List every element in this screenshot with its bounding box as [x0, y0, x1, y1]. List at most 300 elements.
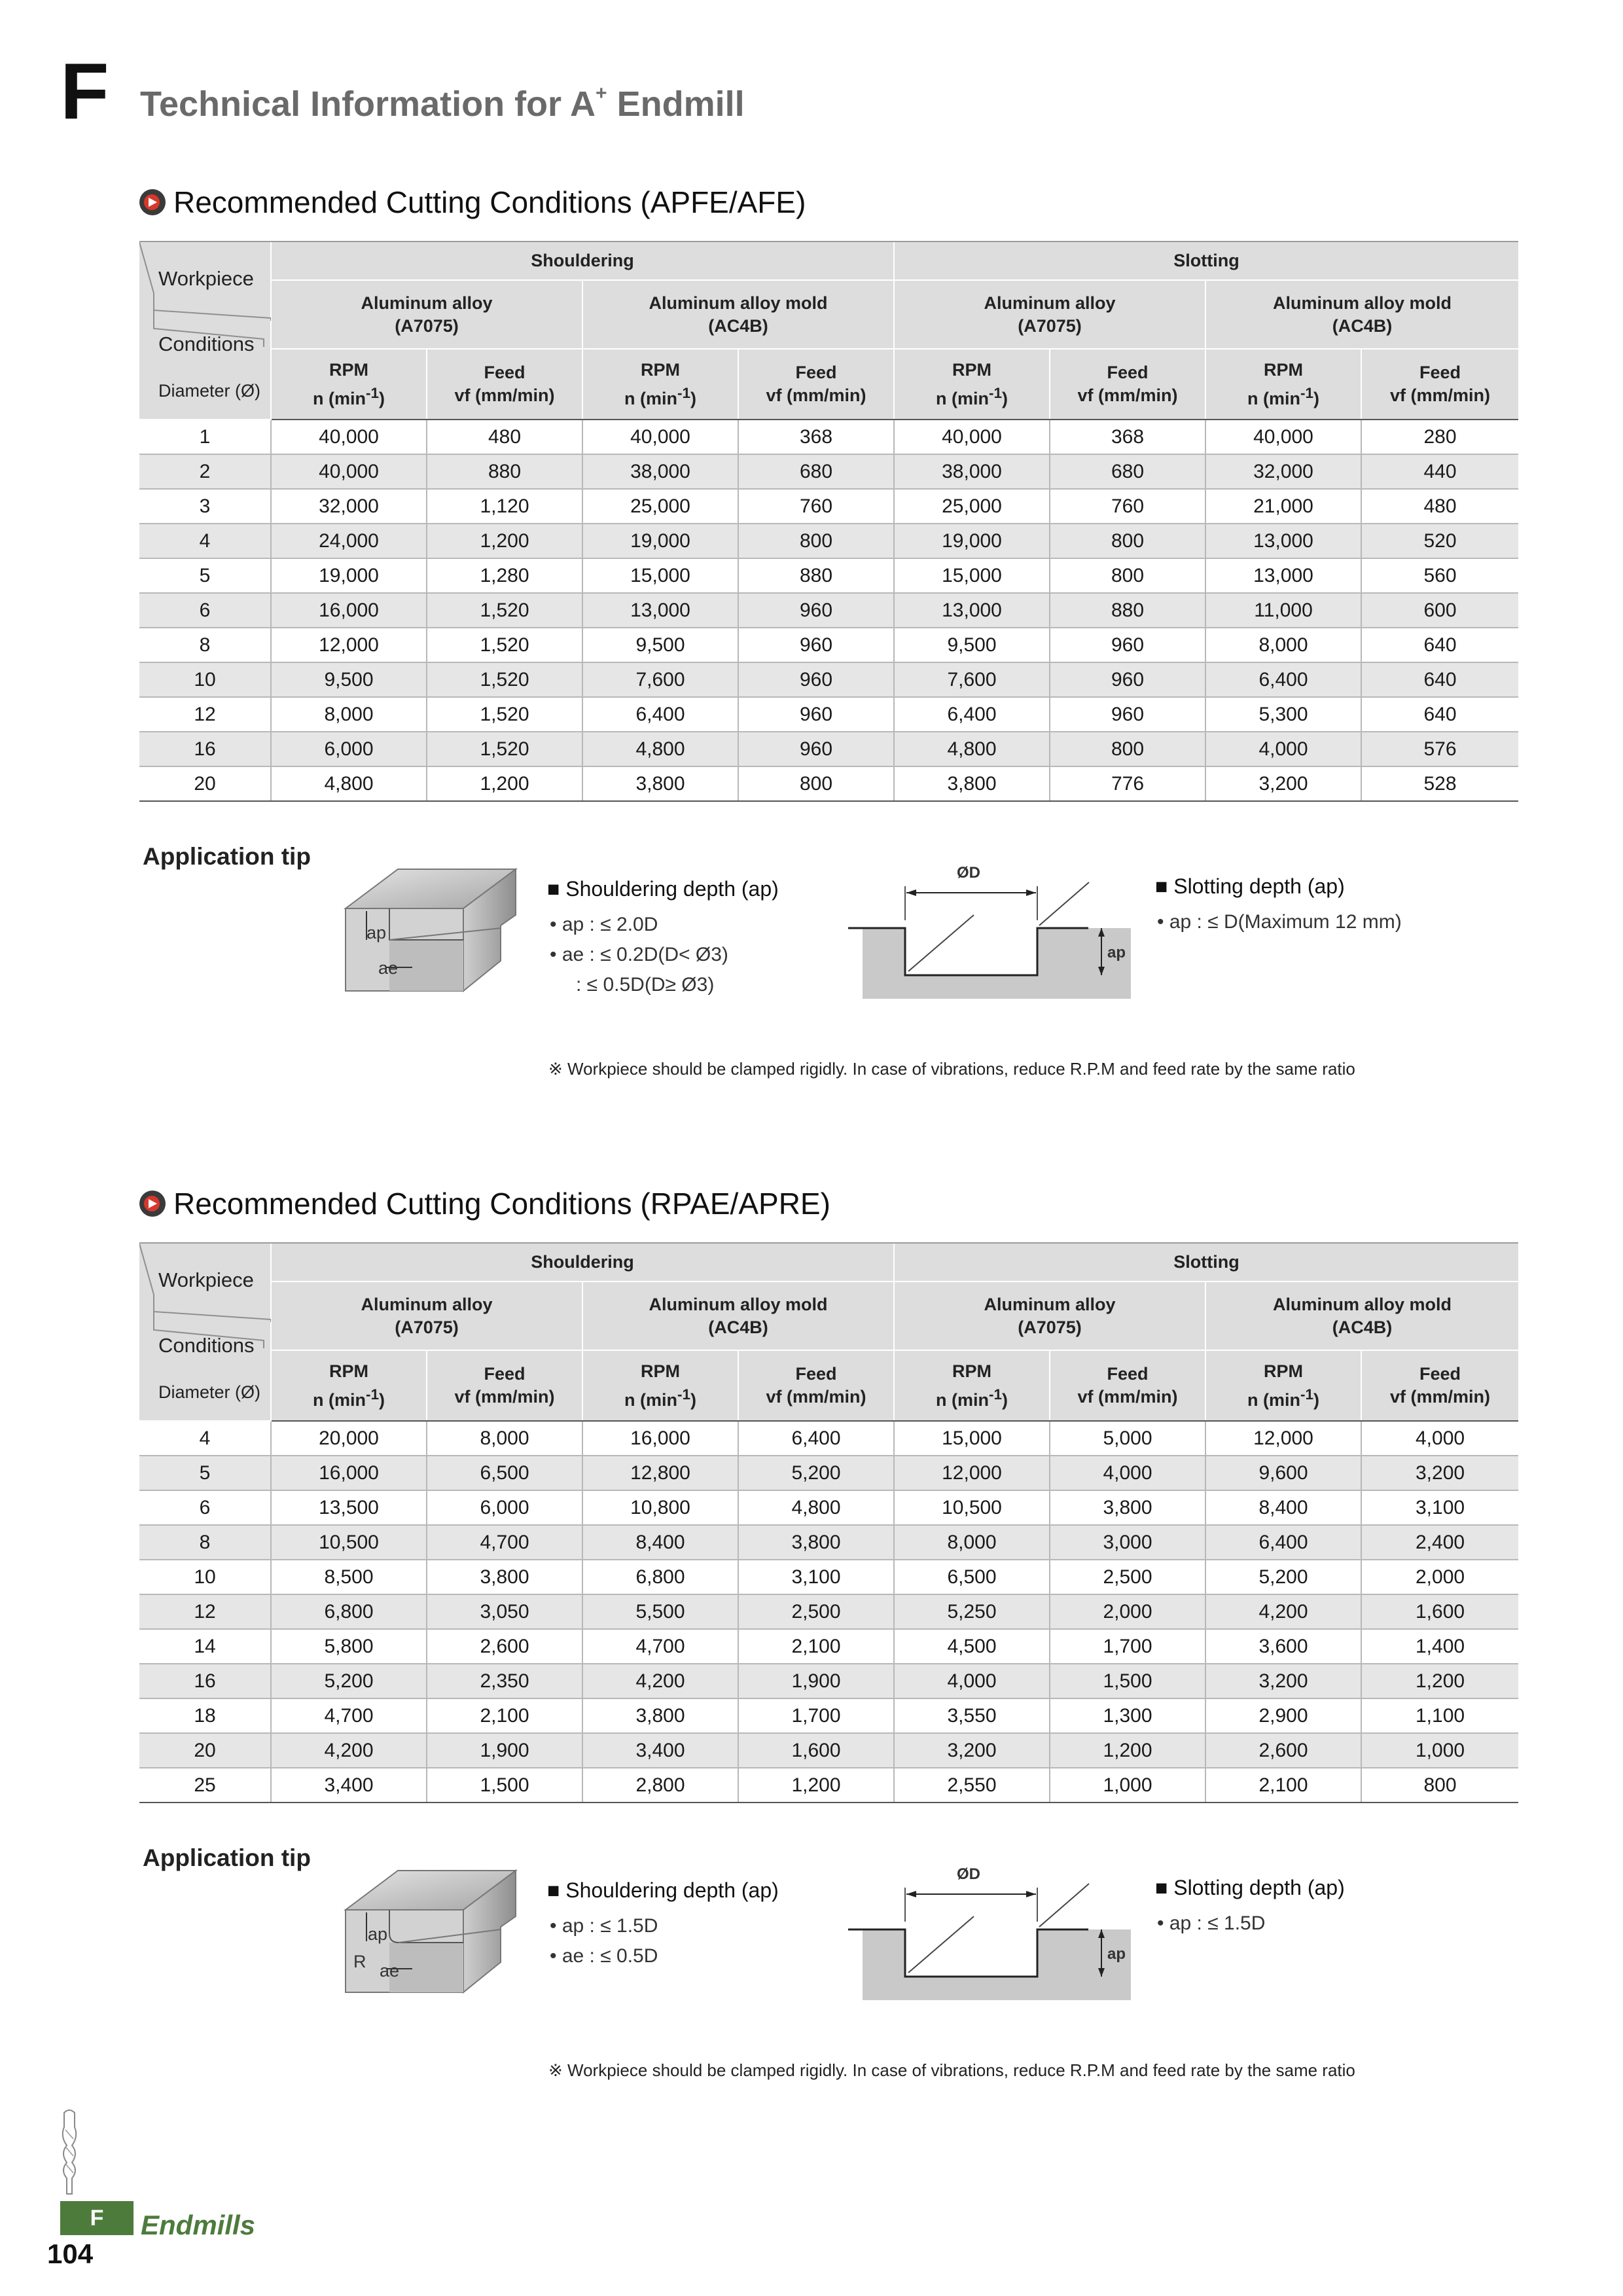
- slotting-line: • ap : ≤ 1.5D: [1157, 1912, 1266, 1934]
- feed-cell: 5,200: [738, 1456, 894, 1490]
- feed-cell: 6,400: [738, 1421, 894, 1456]
- feed-cell: 3,100: [1361, 1490, 1518, 1525]
- feed-cell: 2,100: [738, 1629, 894, 1664]
- rpm-cell: 32,000: [271, 489, 427, 524]
- table-row: [139, 1629, 1518, 1664]
- rpm-cell: 4,000: [894, 1664, 1050, 1698]
- rpm-cell: 4,000: [1205, 732, 1361, 766]
- feed-cell: 2,500: [1050, 1560, 1205, 1594]
- ae-label: ae: [380, 1961, 400, 1981]
- rpm-cell: 5,300: [1205, 697, 1361, 732]
- rpm-cell: 6,400: [1205, 1525, 1361, 1560]
- feed-cell: 1,900: [738, 1664, 894, 1698]
- feed-cell: 1,200: [427, 524, 582, 558]
- rpm-header: RPM n $(\min^{-1})$: [582, 349, 738, 420]
- feed-header: Feed vf (mm/min): [1050, 349, 1205, 420]
- section-arrow-icon: [139, 189, 166, 215]
- rpm-cell: 12,000: [1205, 1421, 1361, 1456]
- group-header-slotting: Slotting: [894, 1243, 1518, 1282]
- feed-cell: 776: [1050, 766, 1205, 801]
- shouldering-line: : ≤ 0.5D(D≥ Ø3): [576, 974, 715, 996]
- rpm-cell: 3,400: [582, 1733, 738, 1768]
- feed-cell: 368: [738, 420, 894, 454]
- rpm-cell: 40,000: [582, 420, 738, 454]
- feed-cell: 1,100: [1361, 1698, 1518, 1733]
- endmill-tool-icon: [55, 2108, 84, 2196]
- rpm-cell: 3,800: [894, 766, 1050, 801]
- clamping-note: ※ Workpiece should be clamped rigidly. In case of vibrations, reduce R.P.M and feed rate by the same ratio: [548, 1059, 1355, 1079]
- slotting-depth-heading: ■ Slotting depth (ap): [1155, 874, 1345, 898]
- feed-cell: 2,000: [1050, 1594, 1205, 1629]
- rpm-cell: 4,800: [894, 732, 1050, 766]
- rpm-cell: 3,200: [894, 1733, 1050, 1768]
- feed-cell: 1,200: [1050, 1733, 1205, 1768]
- rpm-cell: 12,000: [894, 1456, 1050, 1490]
- rpm-header: RPM n $(\min^{-1})$: [894, 349, 1050, 420]
- rpm-header: RPM n $(\min^{-1})$: [1205, 349, 1361, 420]
- feed-cell: 1,000: [1050, 1768, 1205, 1803]
- rpm-cell: 4,700: [582, 1629, 738, 1664]
- rpm-cell: 13,000: [582, 593, 738, 628]
- table-row: [139, 1594, 1518, 1629]
- feed-cell: 440: [1361, 454, 1518, 489]
- feed-header: Feed vf (mm/min): [1361, 1350, 1518, 1421]
- table-body: [139, 420, 1518, 801]
- feed-cell: 1,520: [427, 697, 582, 732]
- feed-header: Feed vf (mm/min): [1361, 349, 1518, 420]
- rpm-cell: 9,600: [1205, 1456, 1361, 1490]
- application-tip-title: Application tip: [143, 843, 311, 870]
- rpm-cell: 9,500: [582, 628, 738, 662]
- feed-cell: 960: [1050, 697, 1205, 732]
- table-corner-header: [139, 1243, 271, 1421]
- feed-cell: 640: [1361, 662, 1518, 697]
- table-corner-header: [139, 242, 271, 420]
- feed-cell: 960: [738, 662, 894, 697]
- feed-cell: 3,050: [427, 1594, 582, 1629]
- rpm-cell: 6,400: [582, 697, 738, 732]
- square-bullet-icon: ■: [547, 877, 566, 901]
- diameter-cell: 5: [139, 1456, 271, 1490]
- section-arrow-icon: [139, 1191, 166, 1217]
- group-header-slotting: Slotting: [894, 242, 1518, 280]
- rpm-cell: 25,000: [894, 489, 1050, 524]
- rpm-cell: 12,000: [271, 628, 427, 662]
- rpm-cell: 8,000: [271, 697, 427, 732]
- material-header: Aluminum alloy (A7075): [894, 1282, 1205, 1350]
- workpiece-label: Workpiece: [158, 267, 254, 290]
- feed-cell: 2,100: [427, 1698, 582, 1733]
- feed-cell: 960: [1050, 662, 1205, 697]
- rpm-cell: 4,200: [1205, 1594, 1361, 1629]
- diameter-cell: 14: [139, 1629, 271, 1664]
- table-row: [139, 420, 1518, 454]
- feed-cell: 760: [1050, 489, 1205, 524]
- table-row: [139, 1560, 1518, 1594]
- diameter-dim-label: ØD: [957, 864, 980, 882]
- rpm-cell: 8,000: [894, 1525, 1050, 1560]
- feed-cell: 1,000: [1361, 1733, 1518, 1768]
- rpm-cell: 16,000: [582, 1421, 738, 1456]
- feed-cell: 3,800: [427, 1560, 582, 1594]
- table-row: [139, 732, 1518, 766]
- rpm-header: RPM n $(\min^{-1})$: [271, 349, 427, 420]
- rpm-cell: 3,200: [1205, 1664, 1361, 1698]
- feed-cell: 3,200: [1361, 1456, 1518, 1490]
- feed-cell: 480: [1361, 489, 1518, 524]
- feed-cell: 1,200: [1361, 1664, 1518, 1698]
- feed-cell: 2,400: [1361, 1525, 1518, 1560]
- clamping-note: ※ Workpiece should be clamped rigidly. In case of vibrations, reduce R.P.M and feed rate by the same ratio: [548, 2060, 1355, 2080]
- table-row: [139, 1456, 1518, 1490]
- material-header: Aluminum alloy mold (AC4B): [1205, 1282, 1518, 1350]
- rpm-cell: 4,800: [582, 732, 738, 766]
- section-title: Recommended Cutting Conditions (RPAE/APRE): [139, 1186, 830, 1221]
- table-row: [139, 1525, 1518, 1560]
- rpm-cell: 38,000: [894, 454, 1050, 489]
- diameter-cell: 10: [139, 1560, 271, 1594]
- rpm-cell: 24,000: [271, 524, 427, 558]
- rpm-cell: 9,500: [271, 662, 427, 697]
- diameter-label: Diameter (Ø): [158, 1382, 261, 1402]
- rpm-cell: 4,700: [271, 1698, 427, 1733]
- feed-cell: 2,000: [1361, 1560, 1518, 1594]
- rpm-cell: 8,400: [582, 1525, 738, 1560]
- feed-cell: 640: [1361, 628, 1518, 662]
- feed-header: Feed vf (mm/min): [427, 1350, 582, 1421]
- ap-label: ap: [368, 1924, 388, 1944]
- feed-cell: 1,520: [427, 593, 582, 628]
- feed-cell: 4,000: [1361, 1421, 1518, 1456]
- rpm-cell: 19,000: [271, 558, 427, 593]
- rpm-cell: 11,000: [1205, 593, 1361, 628]
- page-title: Technical Information for A+ Endmill: [140, 82, 745, 124]
- feed-cell: 1,200: [427, 766, 582, 801]
- feed-cell: 1,200: [738, 1768, 894, 1803]
- rpm-header: RPM n $(\min^{-1})$: [894, 1350, 1050, 1421]
- square-bullet-icon: ■: [1155, 874, 1174, 898]
- feed-cell: 640: [1361, 697, 1518, 732]
- page-number: 104: [47, 2238, 94, 2269]
- diameter-cell: 6: [139, 1490, 271, 1525]
- feed-cell: 2,350: [427, 1664, 582, 1698]
- feed-cell: 576: [1361, 732, 1518, 766]
- feed-cell: 880: [1050, 593, 1205, 628]
- feed-header: Feed vf (mm/min): [427, 349, 582, 420]
- diameter-cell: 16: [139, 732, 271, 766]
- ap-dim-label: ap: [1107, 944, 1126, 961]
- diameter-cell: 6: [139, 593, 271, 628]
- diameter-cell: 4: [139, 1421, 271, 1456]
- feed-cell: 1,400: [1361, 1629, 1518, 1664]
- feed-cell: 3,800: [738, 1525, 894, 1560]
- feed-cell: 2,500: [738, 1594, 894, 1629]
- rpm-cell: 5,250: [894, 1594, 1050, 1629]
- material-header: Aluminum alloy (A7075): [271, 280, 582, 349]
- rpm-cell: 15,000: [582, 558, 738, 593]
- rpm-cell: 6,400: [894, 697, 1050, 732]
- table-row: [139, 593, 1518, 628]
- rpm-cell: 16,000: [271, 1456, 427, 1490]
- rpm-cell: 5,200: [1205, 1560, 1361, 1594]
- feed-cell: 800: [1050, 732, 1205, 766]
- feed-cell: 1,500: [427, 1768, 582, 1803]
- material-header: Aluminum alloy mold (AC4B): [582, 1282, 894, 1350]
- table-row: [139, 697, 1518, 732]
- shouldering-line: • ae : ≤ 0.2D(D< Ø3): [550, 944, 728, 965]
- diameter-cell: 12: [139, 1594, 271, 1629]
- group-header-shouldering: Shouldering: [271, 242, 894, 280]
- feed-cell: 680: [1050, 454, 1205, 489]
- feed-cell: 6,500: [427, 1456, 582, 1490]
- diameter-cell: 16: [139, 1664, 271, 1698]
- diameter-cell: 10: [139, 662, 271, 697]
- table-row: [139, 489, 1518, 524]
- feed-cell: 4,000: [1050, 1456, 1205, 1490]
- feed-cell: 1,500: [1050, 1664, 1205, 1698]
- feed-cell: 3,000: [1050, 1525, 1205, 1560]
- feed-cell: 960: [738, 697, 894, 732]
- rpm-cell: 19,000: [894, 524, 1050, 558]
- diameter-cell: 5: [139, 558, 271, 593]
- rpm-cell: 7,600: [582, 662, 738, 697]
- material-header: Aluminum alloy (A7075): [271, 1282, 582, 1350]
- rpm-cell: 3,200: [1205, 766, 1361, 801]
- feed-cell: 1,520: [427, 628, 582, 662]
- diameter-cell: 8: [139, 628, 271, 662]
- rpm-cell: 6,800: [582, 1560, 738, 1594]
- table-row: [139, 766, 1518, 801]
- table-row: [139, 1733, 1518, 1768]
- feed-cell: 960: [738, 732, 894, 766]
- feed-header: Feed vf (mm/min): [738, 1350, 894, 1421]
- table-row: [139, 1698, 1518, 1733]
- rpm-cell: 40,000: [894, 420, 1050, 454]
- feed-cell: 960: [1050, 628, 1205, 662]
- feed-cell: 4,800: [738, 1490, 894, 1525]
- rpm-cell: 4,200: [582, 1664, 738, 1698]
- feed-cell: 960: [738, 628, 894, 662]
- rpm-cell: 2,900: [1205, 1698, 1361, 1733]
- diameter-cell: 4: [139, 524, 271, 558]
- rpm-cell: 40,000: [1205, 420, 1361, 454]
- feed-cell: 1,700: [1050, 1629, 1205, 1664]
- feed-cell: 1,280: [427, 558, 582, 593]
- table-row: [139, 1421, 1518, 1456]
- shouldering-depth-heading: ■ Shouldering depth (ap): [547, 1878, 779, 1902]
- rpm-cell: 4,800: [271, 766, 427, 801]
- slotting-line: • ap : ≤ D(Maximum 12 mm): [1157, 911, 1402, 933]
- table-row: [139, 524, 1518, 558]
- diameter-cell: 25: [139, 1768, 271, 1803]
- rpm-cell: 8,000: [1205, 628, 1361, 662]
- rpm-cell: 2,600: [1205, 1733, 1361, 1768]
- slotting-depth-heading: ■ Slotting depth (ap): [1155, 1876, 1345, 1899]
- rpm-header: RPM n $(\min^{-1})$: [271, 1350, 427, 1421]
- diameter-cell: 20: [139, 1733, 271, 1768]
- feed-cell: 560: [1361, 558, 1518, 593]
- material-header: Aluminum alloy mold (AC4B): [1205, 280, 1518, 349]
- feed-cell: 800: [1361, 1768, 1518, 1803]
- shouldering-depth-heading: ■ Shouldering depth (ap): [547, 877, 779, 901]
- diameter-cell: 1: [139, 420, 271, 454]
- rpm-cell: 13,500: [271, 1490, 427, 1525]
- rpm-cell: 4,200: [271, 1733, 427, 1768]
- rpm-cell: 7,600: [894, 662, 1050, 697]
- material-header: Aluminum alloy mold (AC4B): [582, 280, 894, 349]
- rpm-cell: 21,000: [1205, 489, 1361, 524]
- feed-cell: 2,600: [427, 1629, 582, 1664]
- rpm-cell: 16,000: [271, 593, 427, 628]
- feed-cell: 520: [1361, 524, 1518, 558]
- rpm-cell: 40,000: [271, 420, 427, 454]
- rpm-cell: 8,500: [271, 1560, 427, 1594]
- table-row: [139, 1490, 1518, 1525]
- rpm-cell: 10,800: [582, 1490, 738, 1525]
- rpm-cell: 6,800: [271, 1594, 427, 1629]
- feed-cell: 960: [738, 593, 894, 628]
- rpm-cell: 38,000: [582, 454, 738, 489]
- rpm-cell: 3,600: [1205, 1629, 1361, 1664]
- rpm-cell: 3,800: [582, 1698, 738, 1733]
- section-title: Recommended Cutting Conditions (APFE/AFE): [139, 185, 806, 220]
- feed-cell: 800: [1050, 558, 1205, 593]
- workpiece-label: Workpiece: [158, 1268, 254, 1291]
- feed-cell: 368: [1050, 420, 1205, 454]
- table-body: [139, 1421, 1518, 1803]
- feed-cell: 1,520: [427, 662, 582, 697]
- feed-cell: 800: [738, 524, 894, 558]
- rpm-cell: 20,000: [271, 1421, 427, 1456]
- rpm-cell: 6,400: [1205, 662, 1361, 697]
- diameter-label: Diameter (Ø): [158, 381, 261, 401]
- r-label: R: [353, 1952, 366, 1971]
- rpm-cell: 5,500: [582, 1594, 738, 1629]
- feed-cell: 680: [738, 454, 894, 489]
- feed-cell: 528: [1361, 766, 1518, 801]
- table-row: [139, 558, 1518, 593]
- table-row: [139, 628, 1518, 662]
- feed-cell: 760: [738, 489, 894, 524]
- rpm-cell: 6,000: [271, 732, 427, 766]
- rpm-cell: 2,100: [1205, 1768, 1361, 1803]
- square-bullet-icon: ■: [1155, 1876, 1174, 1899]
- feed-cell: 1,520: [427, 732, 582, 766]
- rpm-cell: 15,000: [894, 1421, 1050, 1456]
- feed-cell: 5,000: [1050, 1421, 1205, 1456]
- rpm-cell: 25,000: [582, 489, 738, 524]
- rpm-cell: 5,800: [271, 1629, 427, 1664]
- material-header: Aluminum alloy (A7075): [894, 280, 1205, 349]
- feed-cell: 880: [427, 454, 582, 489]
- rpm-cell: 2,800: [582, 1768, 738, 1803]
- feed-cell: 3,800: [1050, 1490, 1205, 1525]
- rpm-cell: 19,000: [582, 524, 738, 558]
- rpm-cell: 13,000: [1205, 524, 1361, 558]
- rpm-cell: 3,800: [582, 766, 738, 801]
- diameter-cell: 20: [139, 766, 271, 801]
- rpm-cell: 10,500: [894, 1490, 1050, 1525]
- feed-cell: 1,600: [1361, 1594, 1518, 1629]
- rpm-cell: 10,500: [271, 1525, 427, 1560]
- rpm-cell: 2,550: [894, 1768, 1050, 1803]
- feed-cell: 1,600: [738, 1733, 894, 1768]
- rpm-cell: 13,000: [894, 593, 1050, 628]
- cutting-conditions-table: [139, 241, 1518, 802]
- table-row: [139, 662, 1518, 697]
- diameter-dim-label: ØD: [957, 1865, 980, 1883]
- ae-label: ae: [378, 958, 399, 978]
- feed-cell: 1,900: [427, 1733, 582, 1768]
- table-row: [139, 454, 1518, 489]
- rpm-cell: 6,500: [894, 1560, 1050, 1594]
- slot-illustration: [843, 863, 1144, 1007]
- conditions-label: Conditions: [158, 1334, 255, 1357]
- chapter-label: Endmills: [141, 2210, 256, 2240]
- chapter-tab: F: [60, 2201, 134, 2235]
- table-row: [139, 1768, 1518, 1803]
- feed-header: Feed vf (mm/min): [738, 349, 894, 420]
- diameter-cell: 18: [139, 1698, 271, 1733]
- rpm-cell: 3,550: [894, 1698, 1050, 1733]
- conditions-label: Conditions: [158, 332, 255, 355]
- feed-cell: 1,300: [1050, 1698, 1205, 1733]
- diameter-cell: 3: [139, 489, 271, 524]
- shouldering-line: • ap : ≤ 2.0D: [550, 914, 658, 935]
- rpm-cell: 12,800: [582, 1456, 738, 1490]
- slot-illustration: [843, 1864, 1144, 2008]
- chapter-letter: F: [60, 46, 109, 135]
- rpm-cell: 8,400: [1205, 1490, 1361, 1525]
- feed-cell: 480: [427, 420, 582, 454]
- rpm-cell: 9,500: [894, 628, 1050, 662]
- rpm-header: RPM n $(\min^{-1})$: [1205, 1350, 1361, 1421]
- rpm-header: RPM n $(\min^{-1})$: [582, 1350, 738, 1421]
- table-row: [139, 1664, 1518, 1698]
- rpm-cell: 40,000: [271, 454, 427, 489]
- rpm-cell: 13,000: [1205, 558, 1361, 593]
- feed-cell: 6,000: [427, 1490, 582, 1525]
- rpm-cell: 5,200: [271, 1664, 427, 1698]
- cutting-conditions-table: [139, 1242, 1518, 1803]
- shouldering-line: • ae : ≤ 0.5D: [550, 1945, 658, 1967]
- feed-cell: 3,100: [738, 1560, 894, 1594]
- ap-label: ap: [366, 923, 387, 942]
- feed-cell: 280: [1361, 420, 1518, 454]
- rpm-cell: 4,500: [894, 1629, 1050, 1664]
- feed-cell: 1,120: [427, 489, 582, 524]
- rpm-cell: 15,000: [894, 558, 1050, 593]
- feed-cell: 800: [738, 766, 894, 801]
- feed-cell: 600: [1361, 593, 1518, 628]
- application-tip-title: Application tip: [143, 1844, 311, 1871]
- rpm-cell: 3,400: [271, 1768, 427, 1803]
- ap-dim-label: ap: [1107, 1945, 1126, 1963]
- feed-cell: 8,000: [427, 1421, 582, 1456]
- feed-cell: 1,700: [738, 1698, 894, 1733]
- rpm-cell: 32,000: [1205, 454, 1361, 489]
- group-header-shouldering: Shouldering: [271, 1243, 894, 1282]
- feed-cell: 800: [1050, 524, 1205, 558]
- diameter-cell: 8: [139, 1525, 271, 1560]
- feed-cell: 4,700: [427, 1525, 582, 1560]
- shouldering-line: • ap : ≤ 1.5D: [550, 1915, 658, 1937]
- diameter-cell: 12: [139, 697, 271, 732]
- feed-cell: 880: [738, 558, 894, 593]
- feed-header: Feed vf (mm/min): [1050, 1350, 1205, 1421]
- diameter-cell: 2: [139, 454, 271, 489]
- square-bullet-icon: ■: [547, 1878, 566, 1902]
